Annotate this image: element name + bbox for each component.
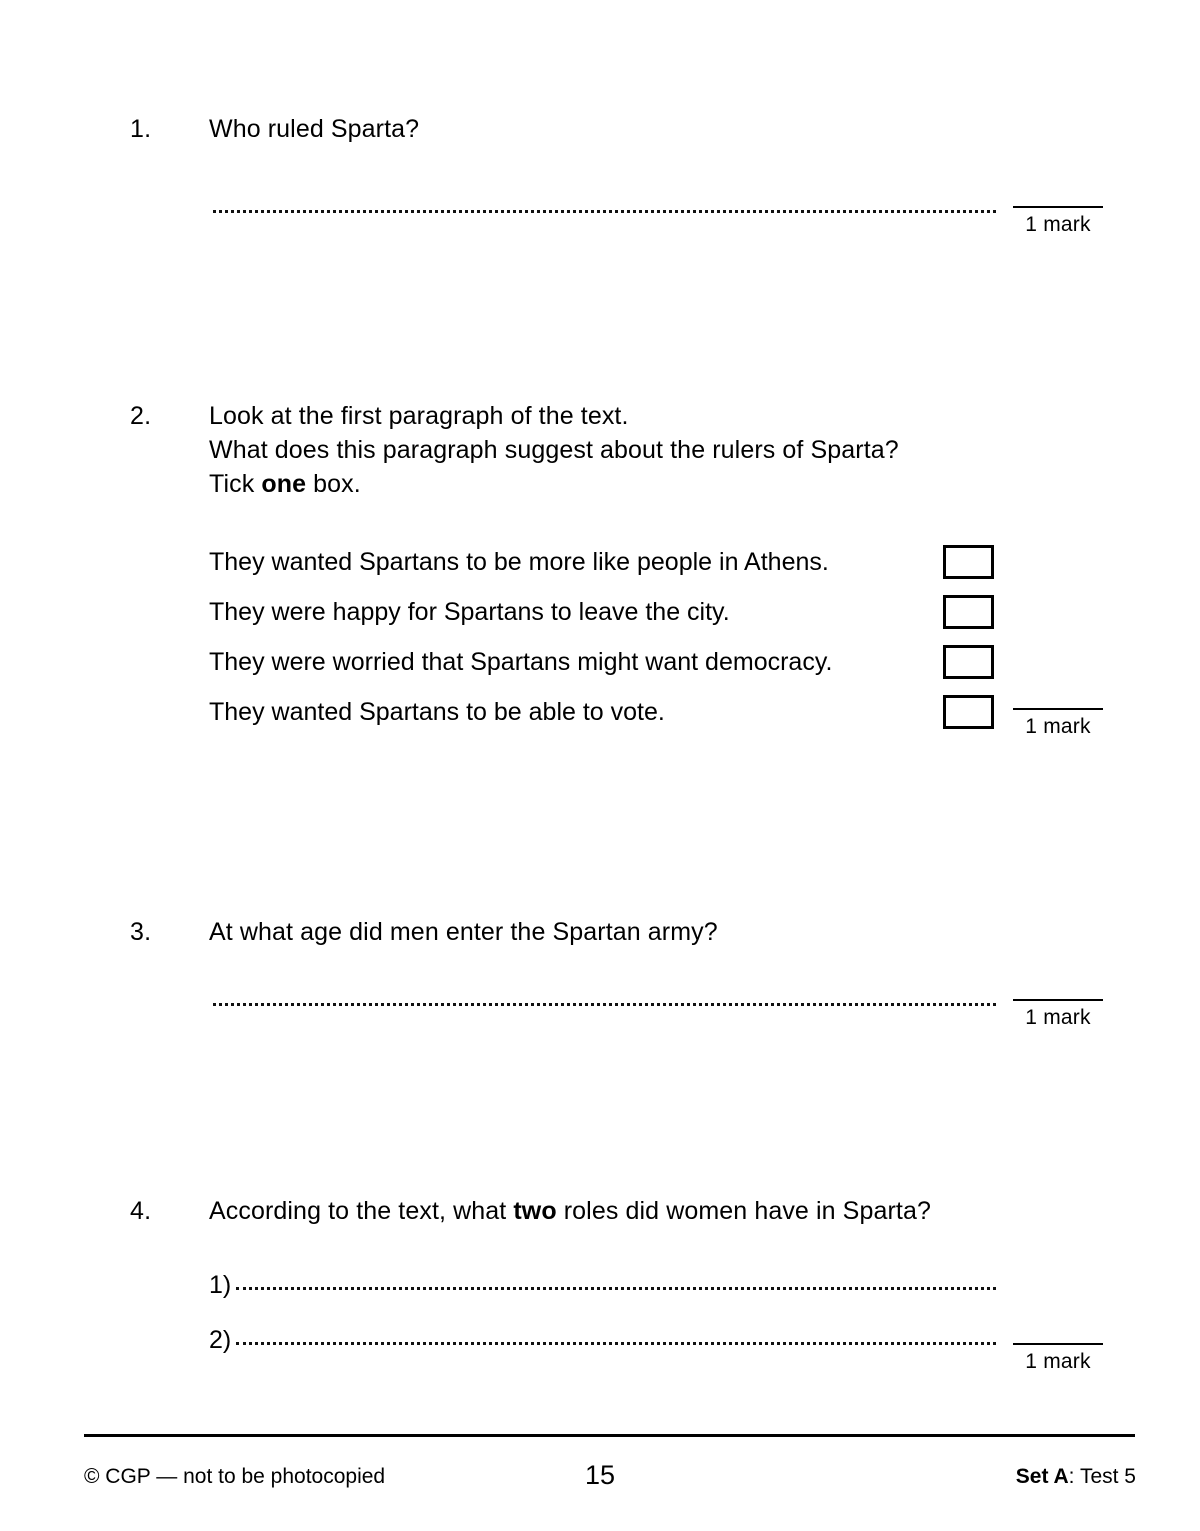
option-checkbox-4[interactable] [943,695,994,729]
question-1-number: 1. [130,115,152,143]
question-3-number: 3. [130,918,152,946]
option-label-1: They wanted Spartans to be more like people in Athens. [209,548,829,576]
question-4-mark-label: 1 mark [1025,1350,1091,1373]
footer-set-label: Set A [1015,1465,1069,1488]
footer-test-number: : Test 5 [1068,1465,1136,1488]
question-4-answer-label-1: 1) [209,1271,232,1299]
question-1-body [209,112,1069,146]
question-1-mark-label: 1 mark [1025,213,1091,236]
option-checkbox-3[interactable] [943,645,994,679]
question-1-answer-line[interactable] [213,210,996,213]
question-4-text-prefix: According to the text, what [209,1197,514,1225]
question-2-tick-instruction [209,467,1069,501]
footer-copyright: © CGP — not to be photocopied [84,1465,386,1488]
question-4-text [209,1194,1069,1228]
question-4-answer-line-2[interactable] [236,1342,996,1345]
question-3-mark [1013,999,1103,1033]
question-2-number: 2. [130,402,152,430]
footer-divider [84,1434,1135,1437]
question-2-text-line-1: Look at the first paragraph of the text. [209,402,629,430]
question-4-answer-label-2: 2) [209,1326,232,1354]
question-2-mark-label: 1 mark [1025,715,1091,738]
question-2-mark [1013,708,1103,742]
question-4-answer-line-1[interactable] [236,1287,996,1290]
footer-test-label [1016,1462,1136,1492]
page-number: 15 [584,1460,616,1490]
question-1-text: Who ruled Sparta? [209,115,420,143]
question-4-number: 4. [130,1197,152,1225]
option-label-3: They were worried that Spartans might want democracy. [209,648,833,676]
tick-instruction-prefix: Tick [209,470,262,498]
tick-instruction-emphasis: one [261,470,307,498]
question-4-body [209,1194,1069,1228]
question-3-body [209,915,1069,949]
option-checkbox-2[interactable] [943,595,994,629]
question-4-text-emphasis: two [513,1197,557,1225]
tick-instruction-suffix: box. [306,470,361,498]
question-2-body [209,399,1069,501]
question-1-mark [1013,206,1103,240]
question-3-text: At what age did men enter the Spartan army? [209,918,718,946]
option-label-2: They were happy for Spartans to leave the city. [209,598,730,626]
option-label-4: They wanted Spartans to be able to vote. [209,698,665,726]
question-3-answer-line[interactable] [213,1003,996,1006]
question-4-mark [1013,1343,1103,1377]
question-2-text-line-2: What does this paragraph suggest about the rulers of Sparta? [209,436,899,464]
question-4-text-suffix: roles did women have in Sparta? [556,1197,931,1225]
option-checkbox-1[interactable] [943,545,994,579]
question-3-mark-label: 1 mark [1025,1006,1091,1029]
